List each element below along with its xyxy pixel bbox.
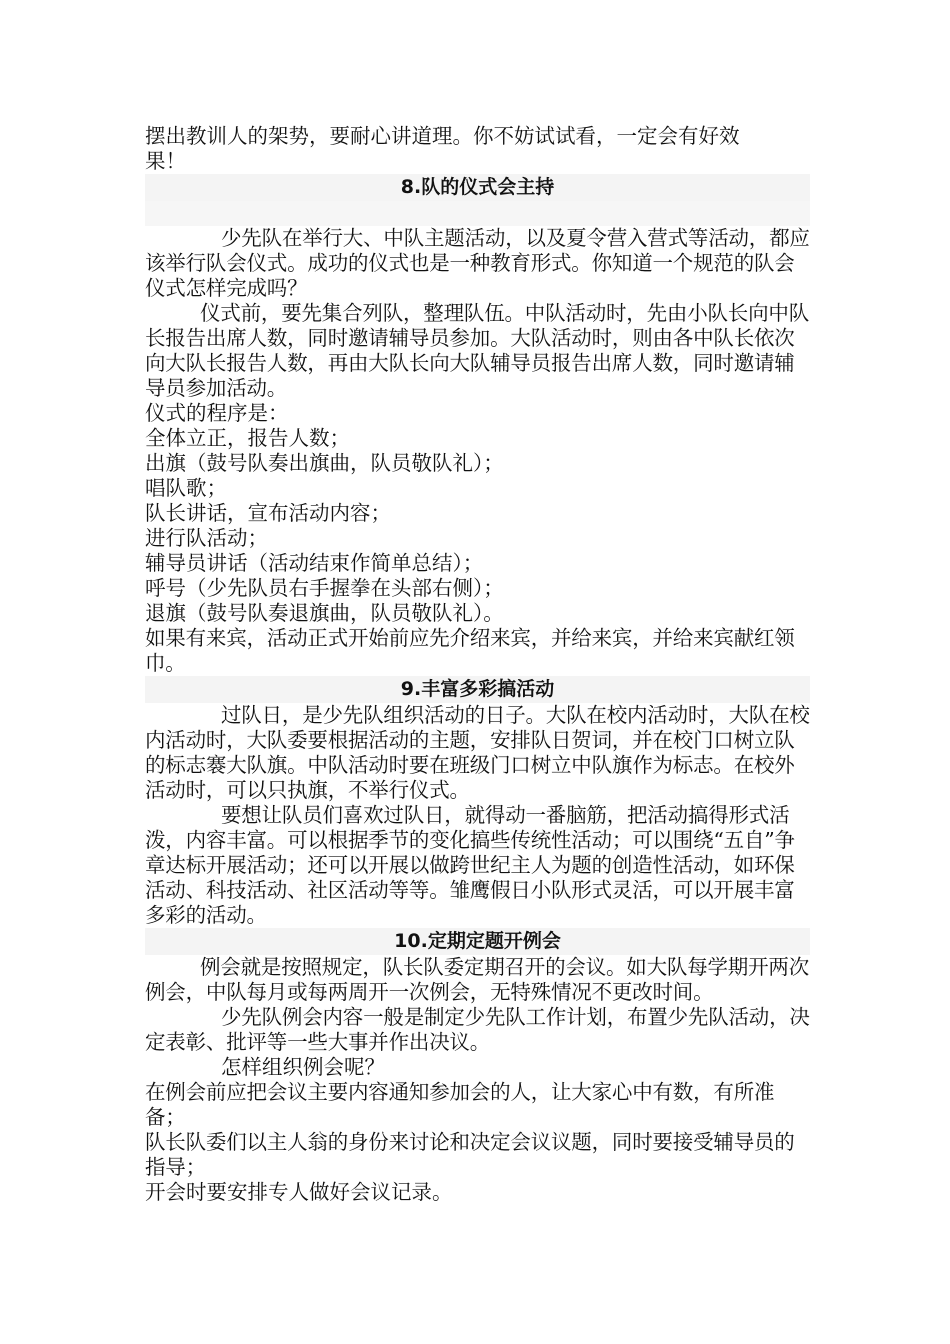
list-item: 唱队歌； [145,476,227,500]
paragraph-line: 摆出教训人的架势，要耐心讲道理。你不妨试试看，一定会有好效 [145,124,740,148]
paragraph-line: 果！ [145,149,186,173]
list-item: 开会时要安排专人做好会议记录。 [145,1180,453,1204]
paragraph: 如果有来宾，活动正式开始前应先介绍来宾，并给来宾，并给来宾献红领巾。 [145,626,795,675]
list-item: 出旗（鼓号队奏出旗曲，队员敬队礼）； [145,451,504,475]
list-item: 呼号（少先队员右手握拳在头部右侧）； [145,576,504,600]
paragraph: 少先队例会内容一般是制定少先队工作计划，布置少先队活动，决定表彰、批评等一些大事并作出决议。 [145,1005,810,1054]
paragraph: 少先队在举行大、中队主题活动，以及夏令营入营式等活动，都应该举行队会仪式。成功的仪式也是一种教育形式。你知道一个规范的队会仪式怎样完成吗？ [145,226,810,300]
document-body [145,124,810,1205]
list-item: 队长讲话，宣布活动内容； [145,501,391,525]
paragraph: 例会就是按照规定，队长队委定期召开的会议。如大队每学期开两次例会，中队每月或每两周开一次例会，无特殊情况不更改时间。 [145,955,809,1004]
section-heading: 10.定期定题开例会 [145,928,810,955]
paragraph: 仪式前，要先集合列队，整理队伍。中队活动时，先由小队长向中队长报告出席人数，同时邀请辅导员参加。大队活动时，则由各中队长依次向大队长报告人数，再由大队长向大队辅导员报告出席人数，同时邀请辅导员参加活动。 [145,301,809,400]
paragraph: 过队日，是少先队组织活动的日子。大队在校内活动时，大队在校内活动时，大队委要根据活动的主题，安排队日贺词，并在校门口树立队的标志褰大队旗。中队活动时要在班级门口树立中队旗作为标志。在校外活动时，可以只执旗，不举行仪式。 [145,703,810,802]
procedure-title: 仪式的程序是： [145,401,289,425]
list-item: 在例会前应把会议主要内容通知参加会的人，让大家心中有数，有所准备； [145,1080,775,1129]
list-item: 退旗（鼓号队奏退旗曲，队员敬队礼）。 [145,601,504,625]
spacer [145,201,810,226]
paragraph: 怎样组织例会呢？ [221,1055,385,1079]
list-item: 辅导员讲话（活动结束作简单总结）； [145,551,484,575]
section-heading: 9.丰富多彩搞活动 [145,676,810,703]
list-item: 队长队委们以主人翁的身份来讨论和决定会议议题，同时要接受辅导员的指导； [145,1130,795,1179]
list-item: 进行队活动； [145,526,268,550]
paragraph: 要想让队员们喜欢过队日，就得动一番脑筋，把活动搞得形式活泼，内容丰富。可以根据季节的变化搞些传统性活动；可以围绕“五自”争章达标开展活动；还可以开展以做跨世纪主人为题的创造性活动，如环保活动、科技活动、社区活动等等。雏鹰假日小队形式灵活，可以开展丰富多彩的活动。 [145,803,795,927]
list-item: 全体立正，报告人数； [145,426,350,450]
section-heading: 8.队的仪式会主持 [145,174,810,201]
